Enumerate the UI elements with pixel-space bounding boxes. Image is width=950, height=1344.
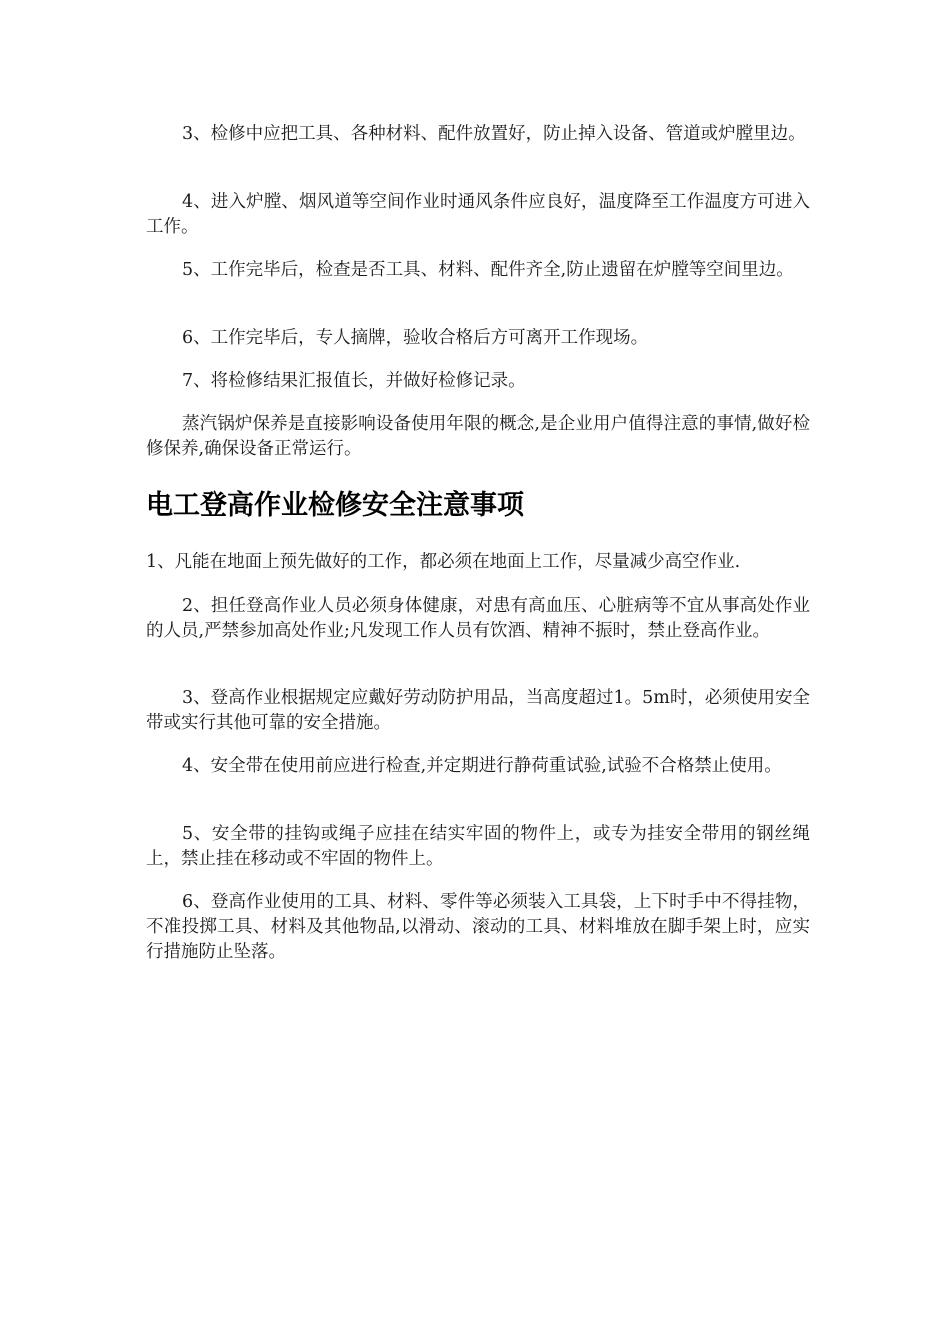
paragraph-item-5: 5、工作完毕后，检查是否工具、材料、配件齐全,防止遗留在炉膛等空间里边。 [182,260,794,280]
safety-item-6: 6、登高作业使用的工具、材料、零件等必须装入工具袋，上下时手中不得挂物，不准投掷工具、材料及其他物品,以滑动、滚动的工具、材料堆放在脚手架上时，应实行措施防止坠落。 [146,892,810,962]
safety-item-2: 2、担任登高作业人员必须身体健康，对患有高血压、心脏病等不宜从事高处作业的人员,严禁参加高处作业;凡发现工作人员有饮酒、精神不振时，禁止登高作业。 [146,596,810,641]
paragraph-item-3: 3、检修中应把工具、各种材料、配件放置好，防止掉入设备、管道或炉膛里边。 [182,124,806,144]
section-title: 电工登高作业检修安全注意事项 [146,490,524,521]
safety-item-3: 3、登高作业根据规定应戴好劳动防护用品，当高度超过1。5m时，必须使用安全带或实行其他可靠的安全措施。 [146,688,810,733]
paragraph-item-7: 7、将检修结果汇报值长，并做好检修记录。 [182,371,526,391]
summary-paragraph: 蒸汽锅炉保养是直接影响设备使用年限的概念,是企业用户值得注意的事情,做好检修保养,确保设备正常运行。 [146,414,810,459]
safety-item-5: 5、安全带的挂钩或绳子应挂在结实牢固的物件上，或专为挂安全带用的钢丝绳上，禁止挂在移动或不牢固的物件上。 [146,824,810,869]
safety-item-4: 4、安全带在使用前应进行检查,并定期进行静荷重试验,试验不合格禁止使用。 [182,756,782,776]
paragraph-item-6: 6、工作完毕后，专人摘牌，验收合格后方可离开工作现场。 [182,328,649,348]
paragraph-item-4: 4、进入炉膛、烟风道等空间作业时通风条件应良好，温度降至工作温度方可进入工作。 [146,192,810,237]
safety-item-1: 1、凡能在地面上预先做好的工作，都必须在地面上工作，尽量减少高空作业. [146,552,741,572]
